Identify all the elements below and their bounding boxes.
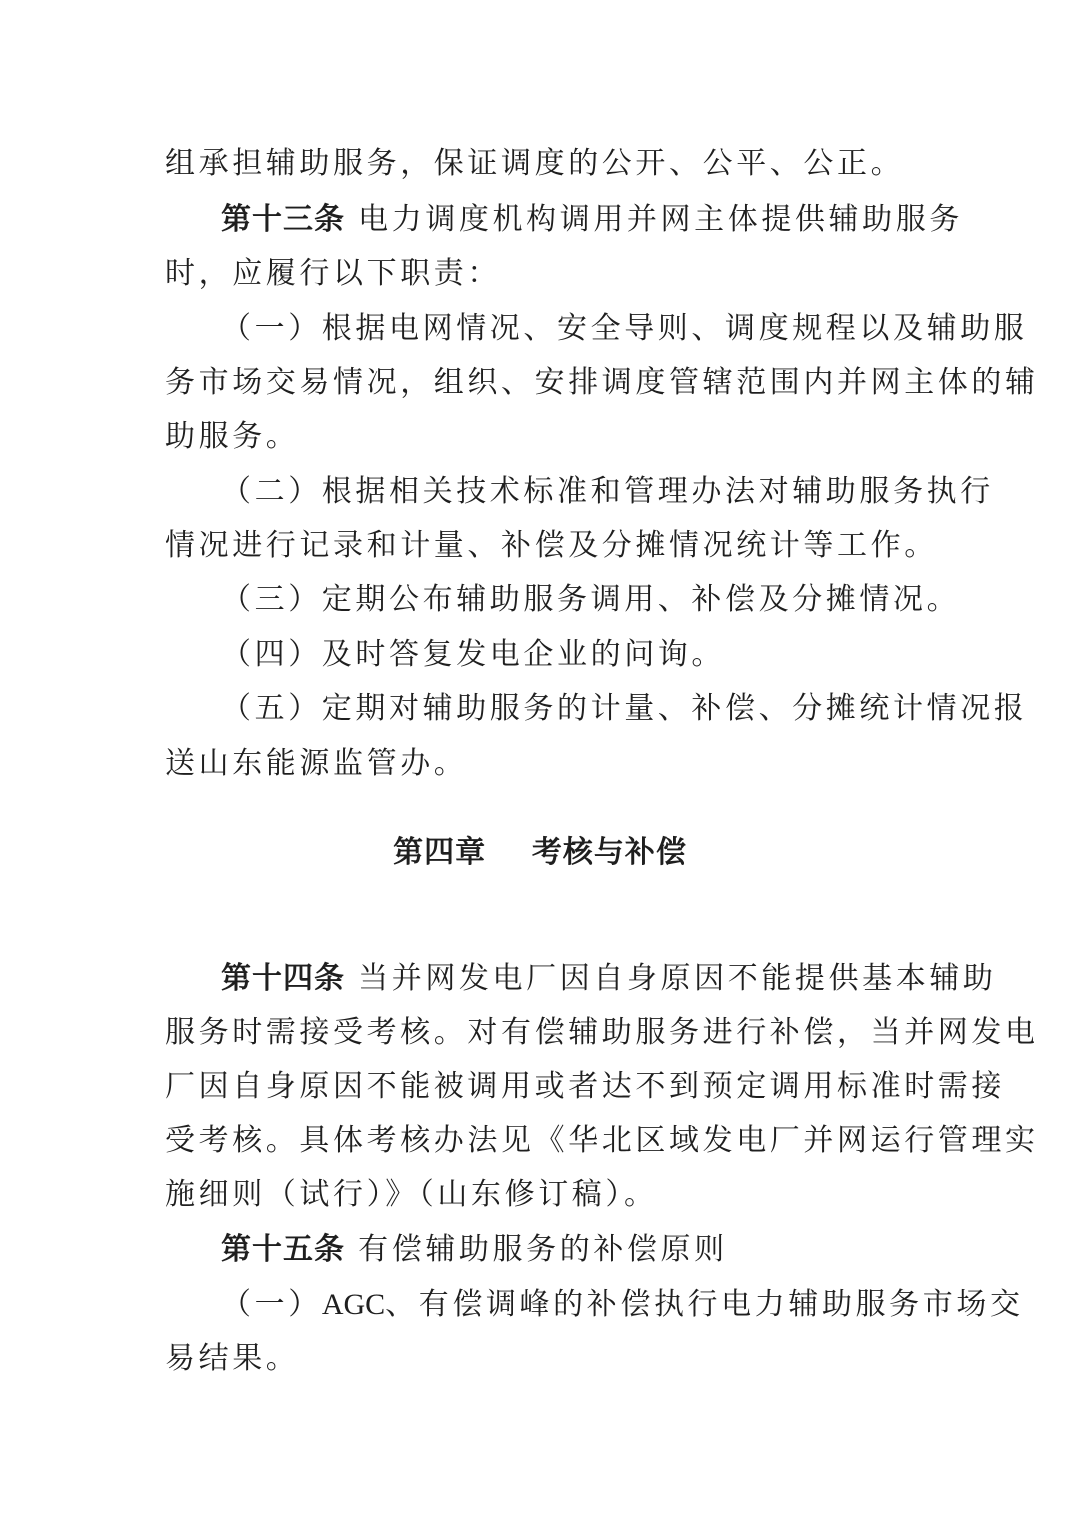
item-prefix: （一） [221, 1287, 322, 1322]
item-text: 、有偿调峰的补偿执行电力辅助服务市场交 [385, 1287, 1024, 1322]
text-line: 务市场交易情况，组织、安排调度管辖范围内并网主体的辅 [165, 365, 1039, 400]
article-15-label: 第十五条 [221, 1232, 345, 1267]
text-line [221, 1278, 1024, 1332]
text-line: （三）定期公布辅助服务调用、补偿及分摊情况。 [221, 582, 961, 617]
text-line: 助服务。 [165, 419, 300, 454]
article-15-heading [221, 1223, 915, 1277]
text-line: （二）根据相关技术标准和管理办法对辅助服务执行 [221, 474, 994, 509]
article-13-label: 第十三条 [221, 202, 345, 237]
article-13-heading [221, 193, 963, 247]
text-line: 施细则（试行）》（山东修订稿）。 [165, 1177, 658, 1212]
text-line: 受考核。具体考核办法见《华北区域发电厂并网运行管理实 [165, 1123, 1039, 1158]
chapter-heading: 第四章 考核与补偿 [393, 835, 687, 870]
text-line: 组承担辅助服务，保证调度的公开、公平、公正。 [165, 146, 905, 181]
text-line: 送山东能源监管办。 [165, 746, 468, 781]
text-line: 厂因自身原因不能被调用或者达不到预定调用标准时需接 [165, 1069, 1005, 1104]
text-line: 服务时需接受考核。对有偿辅助服务进行补偿，当并网发电 [165, 1015, 1039, 1050]
agc-term: AGC [321, 1288, 386, 1321]
article-14-heading [221, 952, 997, 1006]
text-line: 时，应履行以下职责： [165, 256, 501, 291]
text-line: （一）根据电网情况、安全导则、调度规程以及辅助服 [221, 311, 1028, 346]
article-14-text: 当并网发电厂因自身原因不能提供基本辅助 [345, 961, 997, 996]
text-line: 易结果。 [165, 1341, 300, 1376]
text-line: 情况进行记录和计量、补偿及分摊情况统计等工作。 [165, 528, 938, 563]
text-line: （四）及时答复发电企业的问询。 [221, 637, 725, 672]
article-15-text: 有偿辅助服务的补偿原则 [345, 1232, 728, 1267]
text-line: （五）定期对辅助服务的计量、补偿、分摊统计情况报 [221, 691, 1028, 726]
article-14-label: 第十四条 [221, 961, 345, 996]
article-13-text: 电力调度机构调用并网主体提供辅助服务 [345, 202, 963, 237]
